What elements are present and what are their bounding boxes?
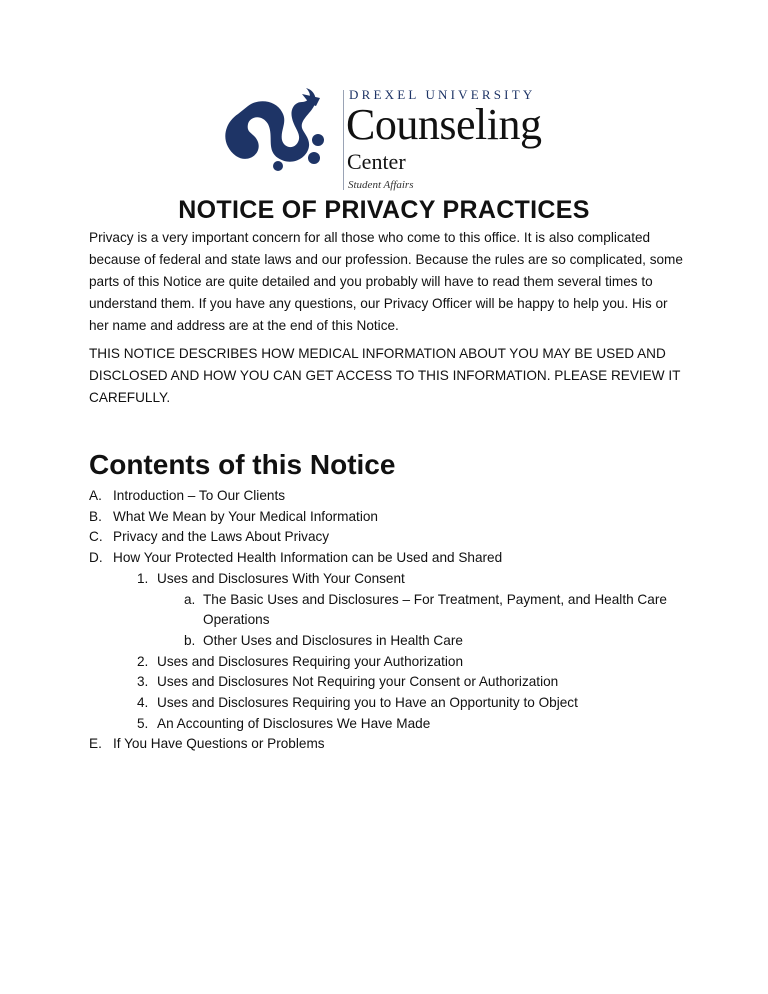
toc-text: Uses and Disclosures Requiring you to Have an Opportunity to Object <box>157 695 578 711</box>
toc-item <box>89 652 709 673</box>
toc-marker: B. <box>89 508 102 524</box>
toc-text: If You Have Questions or Problems <box>113 736 325 752</box>
drexel-counseling-logo <box>218 84 338 194</box>
toc-marker: 3. <box>137 674 149 690</box>
notice-paragraph: THIS NOTICE DESCRIBES HOW MEDICAL INFORMATION ABOUT YOU MAY BE USED AND DISCLOSED AND HOW YOU CAN GET ACCESS TO THIS INFORMATION. PLEASE REVIEW IT CAREFULLY. <box>89 346 681 405</box>
toc-marker: 2. <box>137 653 149 669</box>
toc-item <box>89 693 709 714</box>
toc-text: Other Uses and Disclosures in Health Care <box>203 632 463 648</box>
toc-item <box>89 527 709 548</box>
toc-item <box>89 631 709 652</box>
toc-marker: 1. <box>137 570 149 586</box>
toc-text: The Basic Uses and Disclosures – For Treatment, Payment, and Health Care <box>203 591 667 607</box>
toc-item <box>89 548 709 569</box>
toc-marker: D. <box>89 550 103 566</box>
toc-text: Introduction – To Our Clients <box>113 488 286 503</box>
toc-text: Privacy and the Laws About Privacy <box>113 529 330 545</box>
contents-heading: Contents of this Notice <box>89 449 396 480</box>
table-of-contents <box>89 486 709 755</box>
toc-marker: A. <box>89 488 102 503</box>
logo-sub: Center <box>347 149 406 174</box>
toc-marker: C. <box>89 529 103 545</box>
toc-item <box>89 590 709 611</box>
toc-marker <box>184 610 203 631</box>
toc-marker: 5. <box>137 715 149 731</box>
logo-tagline: Student Affairs <box>348 179 414 191</box>
logo-divider <box>343 90 344 190</box>
toc-text: An Accounting of Disclosures We Have Made <box>157 715 431 731</box>
toc-marker: b. <box>184 632 196 648</box>
toc-text: Uses and Disclosures With Your Consent <box>157 570 405 586</box>
toc-item <box>89 486 709 507</box>
toc-item <box>89 714 709 735</box>
toc-marker: 4. <box>137 695 149 711</box>
toc-marker: a. <box>184 591 196 607</box>
logo-name: Counseling <box>346 100 542 149</box>
toc-text: Uses and Disclosures Requiring your Authorization <box>157 653 464 669</box>
toc-item <box>89 734 709 755</box>
toc-text: Operations <box>203 612 270 628</box>
toc-text: Uses and Disclosures Not Requiring your Consent or Authorization <box>157 674 559 690</box>
logo-university: DREXEL UNIVERSITY <box>349 87 536 102</box>
toc-marker: E. <box>89 736 102 752</box>
toc-item <box>89 672 709 693</box>
toc-text: How Your Protected Health Information can be Used and Shared <box>113 550 503 566</box>
toc-item <box>89 610 709 631</box>
page-title: NOTICE OF PRIVACY PRACTICES <box>178 196 590 224</box>
toc-item <box>89 507 709 528</box>
intro-paragraph: Privacy is a very important concern for all those who come to this office. It is also complicated because of federal and state laws and our profession. Because the rules are so complicated, some parts of this Notice are quite detailed and you probably will have to read them several times to understand them. If you have any questions, our Privacy Officer will be happy to help you. His or her name and address are at the end of this Notice. <box>89 230 683 333</box>
toc-item <box>89 569 709 590</box>
toc-text: What We Mean by Your Medical Information <box>113 508 378 524</box>
dragon-icon <box>218 84 338 184</box>
